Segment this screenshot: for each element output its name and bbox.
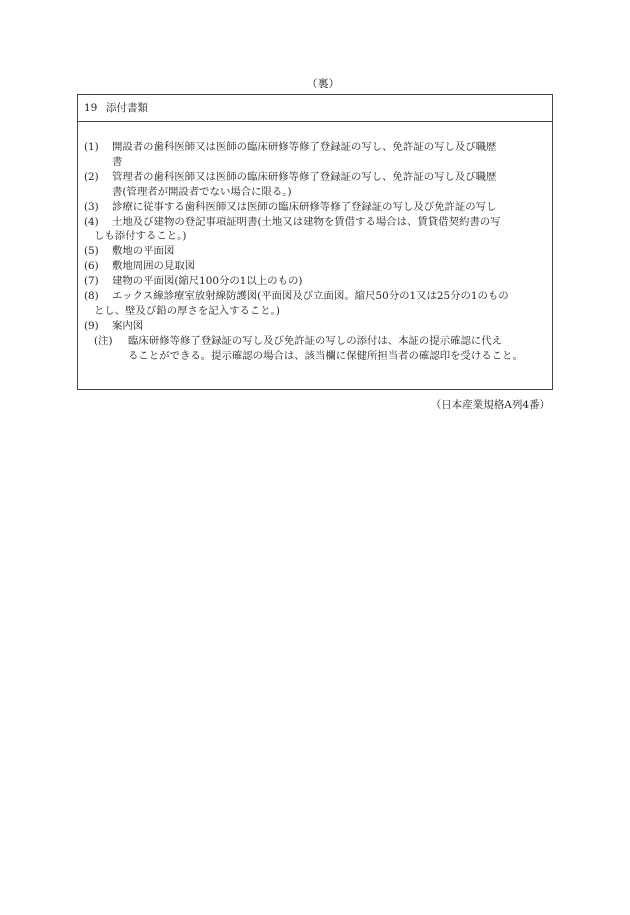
item-number: (6) [84,260,99,273]
item-text-continued: 書(管理者が開設者でない場合に限る。) [112,185,292,198]
list-item [84,215,549,230]
paper-size-note: （日本産業規格A列4番） [430,399,550,411]
item-text-continued: とし、壁及び鉛の厚さを記入すること。) [94,304,280,317]
list-item [84,274,549,289]
item-number: (7) [84,275,99,288]
item-text-continued: しも添付すること。) [94,230,187,243]
item-text: 診療に従事する歯科医師又は医師の臨床研修等修了登録証の写し及び免許証の写し [112,200,497,213]
list-item-continuation [84,229,549,244]
page-side-label: （裏） [306,77,340,90]
list-item [84,259,549,274]
list-item [84,200,549,215]
list-item [84,244,549,259]
section-header [78,95,552,122]
note-label: (注) [94,334,113,347]
item-text: 管理者の歯科医師又は医師の臨床研修等修了登録証の写し、免許証の写し及び職歴 [112,170,497,183]
list-item [84,170,549,200]
attachment-list [84,140,549,364]
item-number: (8) [84,290,99,303]
note-text-continued: ることができる。提示確認の場合は、該当欄に保健所担当者の確認印を受けること。 [128,349,523,362]
item-text: 開設者の歯科医師又は医師の臨床研修等修了登録証の写し、免許証の写し及び職歴 [112,141,497,153]
list-item-continuation [84,304,549,319]
item-number: (3) [84,200,99,213]
item-number: (1) [84,141,99,153]
item-text: 敷地の平面図 [112,245,175,258]
item-text: エックス線診療室放射線防護図(平面図及び立面図。縮尺50分の1又は25分の1のもの [112,290,509,303]
item-text: 土地及び建物の登記事項証明書(土地又は建物を賃借する場合は、賃貸借契約書の写 [112,215,501,228]
list-item [84,319,549,334]
item-text: 建物の平面図(縮尺100分の1以上のもの) [112,275,303,288]
item-text-continued: 書 [112,155,123,168]
attachments-section [77,94,553,390]
item-text: 案内図 [112,319,144,332]
item-number: (2) [84,170,99,183]
list-item [84,140,549,170]
item-text: 敷地周囲の見取図 [112,260,196,273]
section-number: 19 [84,102,98,114]
item-number: (5) [84,245,99,258]
item-number: (4) [84,215,99,228]
item-number: (9) [84,319,99,332]
note [84,334,549,364]
note-text: 臨床研修等修了登録証の写し及び免許証の写しの添付は、本証の提示確認に代え [128,334,503,347]
list-item [84,289,549,304]
section-title: 添付書類 [106,102,148,114]
